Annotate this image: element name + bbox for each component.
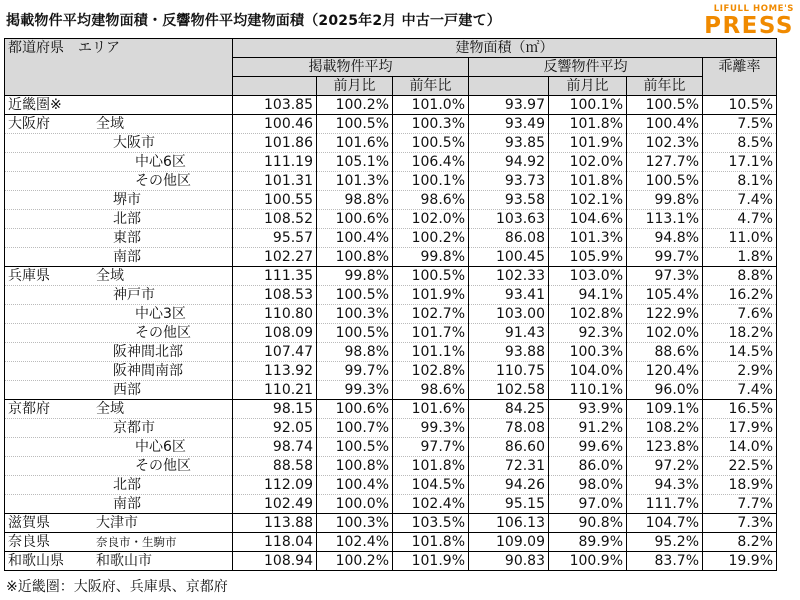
- cell-listed-mom: 105.1%: [317, 153, 393, 172]
- header-listed-avg: 掲載物件平均: [233, 58, 469, 77]
- table-row: [5, 438, 777, 457]
- cell-listed-yoy: 102.4%: [393, 495, 469, 514]
- row-label: [5, 96, 233, 115]
- cell-response-mom: 102.8%: [549, 305, 627, 324]
- cell-response-mom: 93.9%: [549, 400, 627, 419]
- cell-gap-rate: 4.7%: [703, 210, 777, 229]
- cell-gap-rate: 7.4%: [703, 191, 777, 210]
- cell-response-mom: 98.0%: [549, 476, 627, 495]
- cell-listed-avg: 118.04: [233, 533, 317, 552]
- cell-response-mom: 94.1%: [549, 286, 627, 305]
- cell-listed-mom: 100.3%: [317, 514, 393, 533]
- table-row: [5, 191, 777, 210]
- area-name: その他区: [135, 325, 191, 341]
- cell-response-avg: 102.58: [469, 381, 549, 400]
- row-label: [5, 191, 233, 210]
- cell-response-mom: 101.9%: [549, 134, 627, 153]
- row-label: [5, 457, 233, 476]
- header-pref-area: 都道府県 エリア: [5, 39, 233, 96]
- area-name: 南部: [113, 496, 141, 512]
- cell-listed-avg: 102.27: [233, 248, 317, 267]
- area-name: 中心6区: [135, 439, 186, 455]
- table-row: [5, 153, 777, 172]
- cell-listed-avg: 101.86: [233, 134, 317, 153]
- cell-response-avg: 109.09: [469, 533, 549, 552]
- area-name: 大津市: [96, 515, 138, 531]
- cell-response-yoy: 102.0%: [627, 324, 703, 343]
- cell-response-yoy: 104.7%: [627, 514, 703, 533]
- area-name: その他区: [135, 173, 191, 189]
- cell-response-yoy: 95.2%: [627, 533, 703, 552]
- cell-gap-rate: 18.2%: [703, 324, 777, 343]
- cell-response-yoy: 94.3%: [627, 476, 703, 495]
- cell-listed-yoy: 102.7%: [393, 305, 469, 324]
- cell-gap-rate: 8.8%: [703, 267, 777, 286]
- row-label: [5, 495, 233, 514]
- area-name: 西部: [113, 382, 141, 398]
- cell-gap-rate: 17.9%: [703, 419, 777, 438]
- area-name: 北部: [113, 211, 141, 227]
- pref-name: 兵庫県: [8, 268, 50, 284]
- cell-listed-yoy: 98.6%: [393, 191, 469, 210]
- cell-response-yoy: 111.7%: [627, 495, 703, 514]
- table-row: [5, 457, 777, 476]
- cell-response-mom: 97.0%: [549, 495, 627, 514]
- cell-listed-mom: 102.4%: [317, 533, 393, 552]
- cell-response-mom: 102.1%: [549, 191, 627, 210]
- cell-listed-mom: 100.8%: [317, 457, 393, 476]
- cell-response-mom: 104.6%: [549, 210, 627, 229]
- cell-listed-avg: 92.05: [233, 419, 317, 438]
- cell-listed-avg: 113.92: [233, 362, 317, 381]
- cell-listed-yoy: 100.1%: [393, 172, 469, 191]
- cell-listed-avg: 111.35: [233, 267, 317, 286]
- cell-listed-mom: 101.3%: [317, 172, 393, 191]
- cell-response-mom: 102.0%: [549, 153, 627, 172]
- cell-response-yoy: 122.9%: [627, 305, 703, 324]
- header-listed-yoy: 前年比: [393, 77, 469, 96]
- row-label: [5, 552, 233, 571]
- cell-gap-rate: 7.6%: [703, 305, 777, 324]
- cell-listed-yoy: 99.3%: [393, 419, 469, 438]
- cell-response-avg: 86.08: [469, 229, 549, 248]
- cell-response-yoy: 100.5%: [627, 172, 703, 191]
- cell-listed-yoy: 101.0%: [393, 96, 469, 115]
- cell-response-avg: 86.60: [469, 438, 549, 457]
- cell-response-yoy: 99.8%: [627, 191, 703, 210]
- cell-response-mom: 86.0%: [549, 457, 627, 476]
- cell-listed-yoy: 101.7%: [393, 324, 469, 343]
- cell-listed-avg: 111.19: [233, 153, 317, 172]
- cell-response-yoy: 83.7%: [627, 552, 703, 571]
- cell-listed-yoy: 101.6%: [393, 400, 469, 419]
- table-row: [5, 248, 777, 267]
- cell-listed-avg: 100.46: [233, 115, 317, 134]
- cell-listed-avg: 113.88: [233, 514, 317, 533]
- cell-listed-mom: 100.7%: [317, 419, 393, 438]
- cell-listed-yoy: 102.0%: [393, 210, 469, 229]
- cell-listed-mom: 100.8%: [317, 248, 393, 267]
- table-row: [5, 343, 777, 362]
- cell-listed-yoy: 101.9%: [393, 552, 469, 571]
- table-row: [5, 476, 777, 495]
- row-label: [5, 381, 233, 400]
- logo-text: PRESS: [704, 12, 794, 39]
- cell-listed-yoy: 102.8%: [393, 362, 469, 381]
- cell-listed-mom: 100.2%: [317, 96, 393, 115]
- cell-response-avg: 93.88: [469, 343, 549, 362]
- cell-gap-rate: 16.2%: [703, 286, 777, 305]
- table-row: [5, 96, 777, 115]
- table-row: [5, 495, 777, 514]
- cell-response-yoy: 97.2%: [627, 457, 703, 476]
- cell-listed-avg: 108.94: [233, 552, 317, 571]
- cell-listed-avg: 110.21: [233, 381, 317, 400]
- header-listed-mom: 前月比: [317, 77, 393, 96]
- cell-listed-yoy: 100.5%: [393, 267, 469, 286]
- area-name: 堺市: [113, 192, 141, 208]
- area-name: 全域: [96, 401, 124, 417]
- cell-response-yoy: 88.6%: [627, 343, 703, 362]
- cell-response-mom: 101.8%: [549, 115, 627, 134]
- area-name: 中心3区: [135, 306, 186, 322]
- logo-subtext: LIFULL HOME'S: [713, 4, 794, 14]
- cell-listed-avg: 108.53: [233, 286, 317, 305]
- cell-response-avg: 84.25: [469, 400, 549, 419]
- header-building-area: 建物面積（㎡）: [233, 39, 777, 58]
- building-area-table: [4, 38, 777, 571]
- pref-name: 滋賀県: [8, 515, 50, 531]
- row-label: [5, 533, 233, 552]
- area-name: その他区: [135, 458, 191, 474]
- area-name: 東部: [113, 230, 141, 246]
- cell-response-yoy: 113.1%: [627, 210, 703, 229]
- pref-name: 大阪府: [8, 116, 50, 132]
- row-label: [5, 438, 233, 457]
- pref-name: 京都府: [8, 401, 50, 417]
- page-title: 掲載物件平均建物面積・反響物件平均建物面積（2025年2月 中古一戸建て）: [6, 13, 501, 29]
- area-name: 大阪市: [113, 135, 155, 151]
- cell-listed-mom: 100.5%: [317, 324, 393, 343]
- area-name: 全域: [96, 268, 124, 284]
- cell-response-yoy: 123.8%: [627, 438, 703, 457]
- cell-gap-rate: 19.9%: [703, 552, 777, 571]
- cell-response-yoy: 99.7%: [627, 248, 703, 267]
- cell-listed-avg: 110.80: [233, 305, 317, 324]
- cell-listed-mom: 100.5%: [317, 286, 393, 305]
- cell-response-yoy: 105.4%: [627, 286, 703, 305]
- header-gap: 乖離率: [703, 58, 777, 96]
- cell-gap-rate: 8.2%: [703, 533, 777, 552]
- row-label: [5, 153, 233, 172]
- cell-listed-yoy: 106.4%: [393, 153, 469, 172]
- cell-response-avg: 103.63: [469, 210, 549, 229]
- cell-listed-mom: 101.6%: [317, 134, 393, 153]
- cell-response-mom: 105.9%: [549, 248, 627, 267]
- area-name: 京都市: [113, 420, 155, 436]
- cell-response-yoy: 100.4%: [627, 115, 703, 134]
- cell-response-avg: 103.00: [469, 305, 549, 324]
- cell-response-yoy: 96.0%: [627, 381, 703, 400]
- row-label: [5, 343, 233, 362]
- cell-listed-mom: 99.8%: [317, 267, 393, 286]
- cell-listed-mom: 100.5%: [317, 438, 393, 457]
- cell-listed-yoy: 103.5%: [393, 514, 469, 533]
- cell-gap-rate: 17.1%: [703, 153, 777, 172]
- cell-gap-rate: 16.5%: [703, 400, 777, 419]
- area-name: 阪神間南部: [113, 363, 183, 379]
- footnote: ※近畿圏：大阪府、兵庫県、京都府: [6, 579, 228, 595]
- cell-response-avg: 93.97: [469, 96, 549, 115]
- cell-listed-mom: 100.3%: [317, 305, 393, 324]
- cell-response-mom: 90.8%: [549, 514, 627, 533]
- row-label: [5, 362, 233, 381]
- row-label: [5, 210, 233, 229]
- cell-listed-mom: 99.3%: [317, 381, 393, 400]
- cell-response-avg: 94.26: [469, 476, 549, 495]
- cell-listed-mom: 98.8%: [317, 343, 393, 362]
- table-row: [5, 229, 777, 248]
- cell-listed-avg: 98.15: [233, 400, 317, 419]
- row-label: [5, 229, 233, 248]
- pref-name: 奈良県: [8, 534, 50, 550]
- logo: [704, 5, 794, 38]
- row-label: [5, 400, 233, 419]
- cell-listed-yoy: 99.8%: [393, 248, 469, 267]
- cell-listed-yoy: 97.7%: [393, 438, 469, 457]
- cell-listed-yoy: 101.1%: [393, 343, 469, 362]
- cell-response-mom: 89.9%: [549, 533, 627, 552]
- cell-listed-mom: 98.8%: [317, 191, 393, 210]
- table-row: [5, 305, 777, 324]
- header-response-avg: 反響物件平均: [469, 58, 703, 77]
- cell-gap-rate: 10.5%: [703, 96, 777, 115]
- cell-response-mom: 110.1%: [549, 381, 627, 400]
- table-row: [5, 419, 777, 438]
- cell-gap-rate: 22.5%: [703, 457, 777, 476]
- cell-listed-yoy: 101.9%: [393, 286, 469, 305]
- row-label: [5, 172, 233, 191]
- cell-response-avg: 100.45: [469, 248, 549, 267]
- cell-response-avg: 110.75: [469, 362, 549, 381]
- area-name: 和歌山市: [96, 553, 152, 569]
- cell-listed-avg: 98.74: [233, 438, 317, 457]
- cell-listed-avg: 112.09: [233, 476, 317, 495]
- cell-listed-yoy: 101.8%: [393, 533, 469, 552]
- header-blank: [469, 77, 549, 96]
- cell-gap-rate: 8.5%: [703, 134, 777, 153]
- table-row: [5, 172, 777, 191]
- cell-response-avg: 102.33: [469, 267, 549, 286]
- cell-listed-avg: 108.09: [233, 324, 317, 343]
- cell-response-yoy: 102.3%: [627, 134, 703, 153]
- cell-listed-avg: 95.57: [233, 229, 317, 248]
- area-name: 神戸市: [113, 287, 155, 303]
- cell-response-mom: 91.2%: [549, 419, 627, 438]
- cell-response-mom: 99.6%: [549, 438, 627, 457]
- table-row: [5, 115, 777, 134]
- table-row: [5, 362, 777, 381]
- row-label: [5, 324, 233, 343]
- cell-response-mom: 103.0%: [549, 267, 627, 286]
- header-response-mom: 前月比: [549, 77, 627, 96]
- cell-listed-avg: 88.58: [233, 457, 317, 476]
- area-name: 南部: [113, 249, 141, 265]
- cell-response-avg: 93.49: [469, 115, 549, 134]
- cell-response-avg: 106.13: [469, 514, 549, 533]
- cell-listed-mom: 100.6%: [317, 210, 393, 229]
- cell-response-avg: 93.85: [469, 134, 549, 153]
- cell-listed-avg: 102.49: [233, 495, 317, 514]
- cell-listed-mom: 100.4%: [317, 476, 393, 495]
- cell-response-mom: 101.3%: [549, 229, 627, 248]
- cell-response-yoy: 127.7%: [627, 153, 703, 172]
- cell-gap-rate: 2.9%: [703, 362, 777, 381]
- area-name: 奈良市・生駒市: [96, 535, 177, 549]
- cell-listed-yoy: 100.2%: [393, 229, 469, 248]
- header-response-yoy: 前年比: [627, 77, 703, 96]
- cell-listed-yoy: 98.6%: [393, 381, 469, 400]
- cell-response-avg: 78.08: [469, 419, 549, 438]
- cell-gap-rate: 7.5%: [703, 115, 777, 134]
- row-label: [5, 248, 233, 267]
- cell-response-avg: 72.31: [469, 457, 549, 476]
- cell-gap-rate: 8.1%: [703, 172, 777, 191]
- table-row: [5, 267, 777, 286]
- pref-name: 近畿圏※: [8, 97, 62, 113]
- cell-listed-yoy: 100.3%: [393, 115, 469, 134]
- area-name: 北部: [113, 477, 141, 493]
- cell-gap-rate: 7.3%: [703, 514, 777, 533]
- table-row: [5, 552, 777, 571]
- cell-listed-avg: 107.47: [233, 343, 317, 362]
- cell-listed-mom: 100.6%: [317, 400, 393, 419]
- cell-response-avg: 90.83: [469, 552, 549, 571]
- cell-gap-rate: 18.9%: [703, 476, 777, 495]
- cell-response-yoy: 100.5%: [627, 96, 703, 115]
- cell-listed-avg: 108.52: [233, 210, 317, 229]
- cell-listed-yoy: 104.5%: [393, 476, 469, 495]
- pref-name: 和歌山県: [8, 553, 64, 569]
- cell-gap-rate: 7.4%: [703, 381, 777, 400]
- row-label: [5, 514, 233, 533]
- area-name: 中心6区: [135, 154, 186, 170]
- cell-response-mom: 100.1%: [549, 96, 627, 115]
- cell-response-avg: 93.73: [469, 172, 549, 191]
- cell-listed-avg: 100.55: [233, 191, 317, 210]
- row-label: [5, 115, 233, 134]
- row-label: [5, 305, 233, 324]
- cell-response-mom: 100.9%: [549, 552, 627, 571]
- area-name: 阪神間北部: [113, 344, 183, 360]
- row-label: [5, 286, 233, 305]
- cell-response-yoy: 120.4%: [627, 362, 703, 381]
- cell-listed-yoy: 101.8%: [393, 457, 469, 476]
- cell-listed-mom: 100.4%: [317, 229, 393, 248]
- table-row: [5, 134, 777, 153]
- cell-listed-mom: 100.0%: [317, 495, 393, 514]
- cell-response-avg: 95.15: [469, 495, 549, 514]
- cell-gap-rate: 14.5%: [703, 343, 777, 362]
- area-name: 全域: [96, 116, 124, 132]
- cell-response-avg: 93.58: [469, 191, 549, 210]
- cell-response-yoy: 109.1%: [627, 400, 703, 419]
- table-row: [5, 210, 777, 229]
- cell-gap-rate: 1.8%: [703, 248, 777, 267]
- cell-listed-mom: 99.7%: [317, 362, 393, 381]
- row-label: [5, 476, 233, 495]
- cell-listed-mom: 100.5%: [317, 115, 393, 134]
- table-row: [5, 533, 777, 552]
- cell-listed-yoy: 100.5%: [393, 134, 469, 153]
- cell-response-mom: 92.3%: [549, 324, 627, 343]
- table-row: [5, 400, 777, 419]
- cell-gap-rate: 7.7%: [703, 495, 777, 514]
- cell-response-mom: 104.0%: [549, 362, 627, 381]
- row-label: [5, 419, 233, 438]
- cell-response-mom: 100.3%: [549, 343, 627, 362]
- table-row: [5, 286, 777, 305]
- cell-gap-rate: 11.0%: [703, 229, 777, 248]
- cell-response-yoy: 97.3%: [627, 267, 703, 286]
- table-row: [5, 514, 777, 533]
- cell-listed-avg: 101.31: [233, 172, 317, 191]
- cell-response-yoy: 94.8%: [627, 229, 703, 248]
- cell-listed-avg: 103.85: [233, 96, 317, 115]
- cell-response-avg: 93.41: [469, 286, 549, 305]
- table-row: [5, 381, 777, 400]
- cell-response-avg: 94.92: [469, 153, 549, 172]
- row-label: [5, 134, 233, 153]
- cell-response-mom: 101.8%: [549, 172, 627, 191]
- table-row: [5, 324, 777, 343]
- cell-response-yoy: 108.2%: [627, 419, 703, 438]
- cell-response-avg: 91.43: [469, 324, 549, 343]
- header-blank: [233, 77, 317, 96]
- cell-listed-mom: 100.2%: [317, 552, 393, 571]
- row-label: [5, 267, 233, 286]
- cell-gap-rate: 14.0%: [703, 438, 777, 457]
